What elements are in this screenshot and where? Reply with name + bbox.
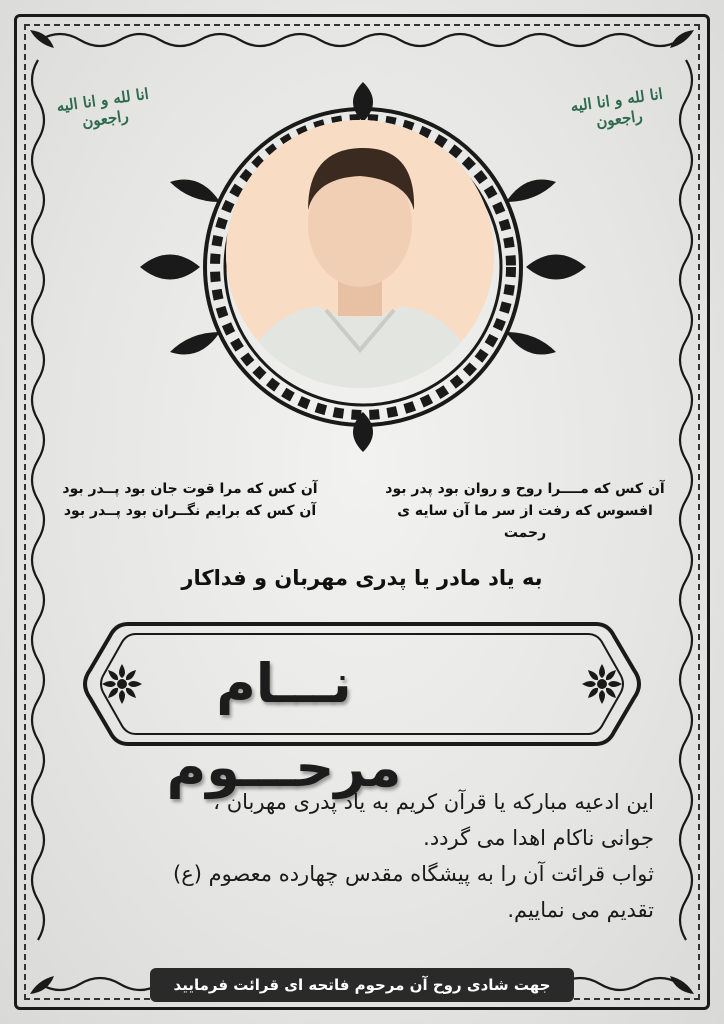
prayer-text (70, 784, 654, 928)
prayer-line1: این ادعیه مبارکه یا قرآن کریم به یاد پدری مهربان ، (213, 790, 654, 814)
verse-right (380, 478, 670, 544)
calligraphy-right: انا لله و انا الیه راجعون (569, 84, 664, 132)
rosette-right-icon (580, 662, 624, 706)
prayer-line2: جوانی ناکام اهدا می گردد. (423, 826, 654, 850)
verse-left-line2: آن کس که برایم نگــران بود پــدر بود (63, 503, 317, 519)
prayer-line3: ثواب قرائت آن را به پیشگاه مقدس چهارده معصوم (ع) (173, 862, 654, 886)
verse-left-line1: آن کس که مرا قوت جان بود پــدر بود (62, 481, 318, 497)
verse-left (60, 478, 320, 522)
fatiha-request-footer (150, 968, 574, 1002)
footer-text: جهت شادی روح آن مرحوم فاتحه ای قرائت فرمایید (173, 976, 551, 994)
deceased-name: نـــام مرحـــوم (166, 652, 402, 799)
dedication-subtitle: به یاد مادر یا پدری مهربان و فداکار (181, 566, 543, 590)
prayer-line4: تقدیم می نماییم. (507, 898, 654, 922)
verse-right-line2: افسوس که رفت از سر ما آن سایه ی رحمت (397, 503, 653, 541)
portrait-photo-icon (226, 120, 494, 388)
deceased-photo (226, 120, 494, 388)
calligraphy-left: انا لله و انا الیه راجعون (55, 84, 150, 132)
verse-right-line1: آن کس که مــــرا روح و روان بود پدر بود (385, 481, 665, 497)
